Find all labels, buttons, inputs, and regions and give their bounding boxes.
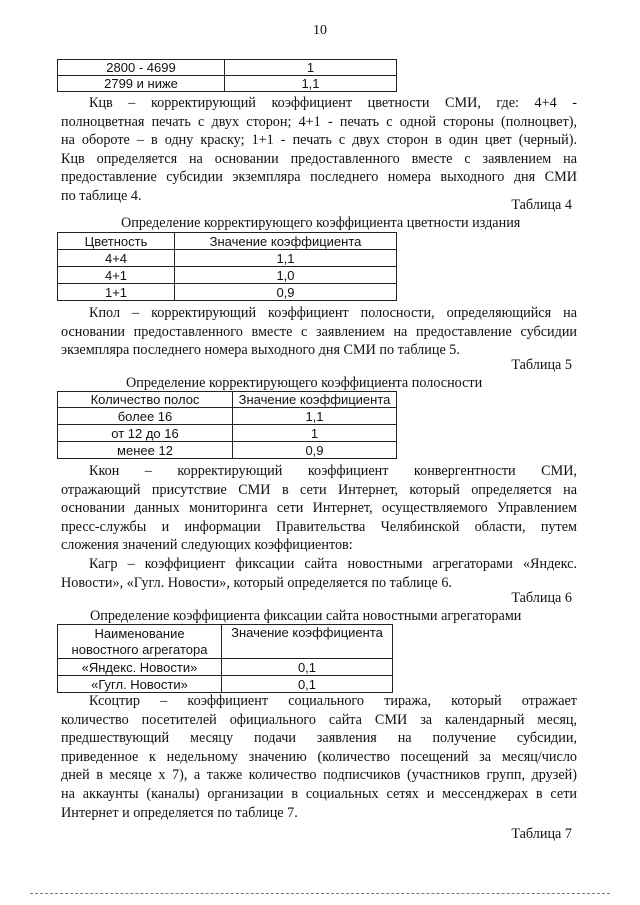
table-5 (57, 391, 397, 459)
table-cell: «Гугл. Новости» (58, 676, 222, 693)
table-header-row (58, 625, 393, 659)
table-7-caption: Таблица 7 (511, 826, 572, 842)
table-cell: 1,1 (175, 250, 397, 267)
table-5-title: Определение корректирующего коэффициента полосности (126, 375, 483, 391)
text-line: на обороте – в одну краску; 1+1 - печать с двух сторон в один цвет (черный). (61, 132, 577, 149)
paragraph-kpol (61, 304, 577, 360)
text-line: предшествующий месяцу подачи заявления на получение субсидии, (61, 730, 577, 747)
table-cell: 0,1 (222, 659, 393, 676)
table-6-caption: Таблица 6 (511, 590, 572, 606)
table-cell: 4+1 (58, 267, 175, 284)
text-line: основании предоставленного вместе с заявлением на предоставление субсидии (61, 323, 577, 340)
table-cell: 4+4 (58, 250, 175, 267)
column-header: Значение коэффициента (222, 625, 393, 659)
text-line: экземпляра последнего номера выходного дня СМИ по таблице 5. (61, 342, 460, 359)
table-row (58, 60, 397, 76)
table-cell: от 12 до 16 (58, 425, 233, 442)
table-6 (57, 624, 393, 693)
table-3-continuation (57, 59, 397, 92)
table-6-title: Определение коэффициента фиксации сайта новостными агрегаторами (90, 608, 522, 624)
table-cell: менее 12 (58, 442, 233, 459)
table-cell: 1 (233, 425, 397, 442)
column-header: Цветность (58, 233, 175, 250)
text-line: Кцв определяется на основании предоставленного вместе с заявлением на (61, 150, 577, 167)
table-cell: 0,1 (222, 676, 393, 693)
paragraph-ksoctir (61, 692, 577, 822)
text-line: Интернет и определяется по таблице 7. (61, 804, 298, 821)
paragraph-kcv (61, 94, 577, 206)
column-header: Значение коэффициента (175, 233, 397, 250)
text-line: полноцветная печать с двух сторон; 4+1 - печать с одной стороны (полноцвет), (61, 113, 577, 130)
table-row (58, 442, 397, 459)
text-line: дней в месяце х 7), а также количество подписчиков (участников групп, друзей) (61, 767, 577, 784)
text-line: сложения значений следующих коэффициентов: (61, 537, 353, 554)
table-4 (57, 232, 397, 301)
text-line: отражающий присутствие СМИ в сети Интернет, который определяется на (61, 481, 577, 498)
table-header-row (58, 233, 397, 250)
page-number: 10 (313, 23, 327, 38)
table-cell: 2799 и ниже (58, 76, 225, 92)
table-row (58, 425, 397, 442)
table-row (58, 408, 397, 425)
paragraph-kagr (61, 555, 577, 592)
table-header-row (58, 392, 397, 408)
text-line: Кцв – корректирующий коэффициент цветности СМИ, где: 4+4 - (89, 95, 577, 111)
table-cell: 0,9 (175, 284, 397, 301)
table-cell: 1,0 (175, 267, 397, 284)
table-cell: более 16 (58, 408, 233, 425)
text-line: пресс-службы и информации Правительства Челябинской области, путем (61, 518, 577, 535)
column-header: Количество полос (58, 392, 233, 408)
column-header: Значение коэффициента (233, 392, 397, 408)
text-line: Ккон – корректирующий коэффициент конвергентности СМИ, (89, 463, 577, 479)
table-cell: 1,1 (233, 408, 397, 425)
table-row (58, 250, 397, 267)
text-line: Кагр – коэффициент фиксации сайта новостными агрегаторами «Яндекс. (89, 556, 577, 572)
table-cell: 1 (225, 60, 397, 76)
column-header: Наименование новостного агрегатора (58, 625, 222, 659)
table-4-caption: Таблица 4 (511, 197, 572, 213)
text-line: предоставление субсидии экземпляра последнего номера выходного дня СМИ (61, 169, 577, 186)
text-line: по таблице 4. (61, 187, 142, 204)
table-cell: 1+1 (58, 284, 175, 301)
paragraph-kkon (61, 462, 577, 555)
page-bottom-rule (30, 893, 610, 894)
text-line: количество посетителей официального сайта СМИ за календарный месяц, (61, 711, 577, 728)
table-row (58, 676, 393, 693)
text-line: Новости», «Гугл. Новости», который определяется по таблице 6. (61, 574, 452, 591)
text-line: Кпол – корректирующий коэффициент полосности, определяющийся на (89, 305, 577, 321)
text-line: на аккаунты (каналы) организации в социальных сетях и мессенджерах в сети (61, 785, 577, 802)
table-row (58, 267, 397, 284)
table-cell: 1,1 (225, 76, 397, 92)
table-row (58, 659, 393, 676)
text-line: основании данных мониторинга сети Интернет, осуществляемого Управлением (61, 500, 577, 517)
table-cell: 0,9 (233, 442, 397, 459)
table-cell: «Яндекс. Новости» (58, 659, 222, 676)
text-line: приведенное к недельному значению (количество посещений за месяц/число (61, 748, 577, 765)
table-cell: 2800 - 4699 (58, 60, 225, 76)
table-row (58, 76, 397, 92)
text-line: Ксоцтир – коэффициент социального тиража, который отражает (89, 693, 577, 709)
table-5-caption: Таблица 5 (511, 357, 572, 373)
table-4-title: Определение корректирующего коэффициента цветности издания (121, 215, 521, 231)
table-row (58, 284, 397, 301)
